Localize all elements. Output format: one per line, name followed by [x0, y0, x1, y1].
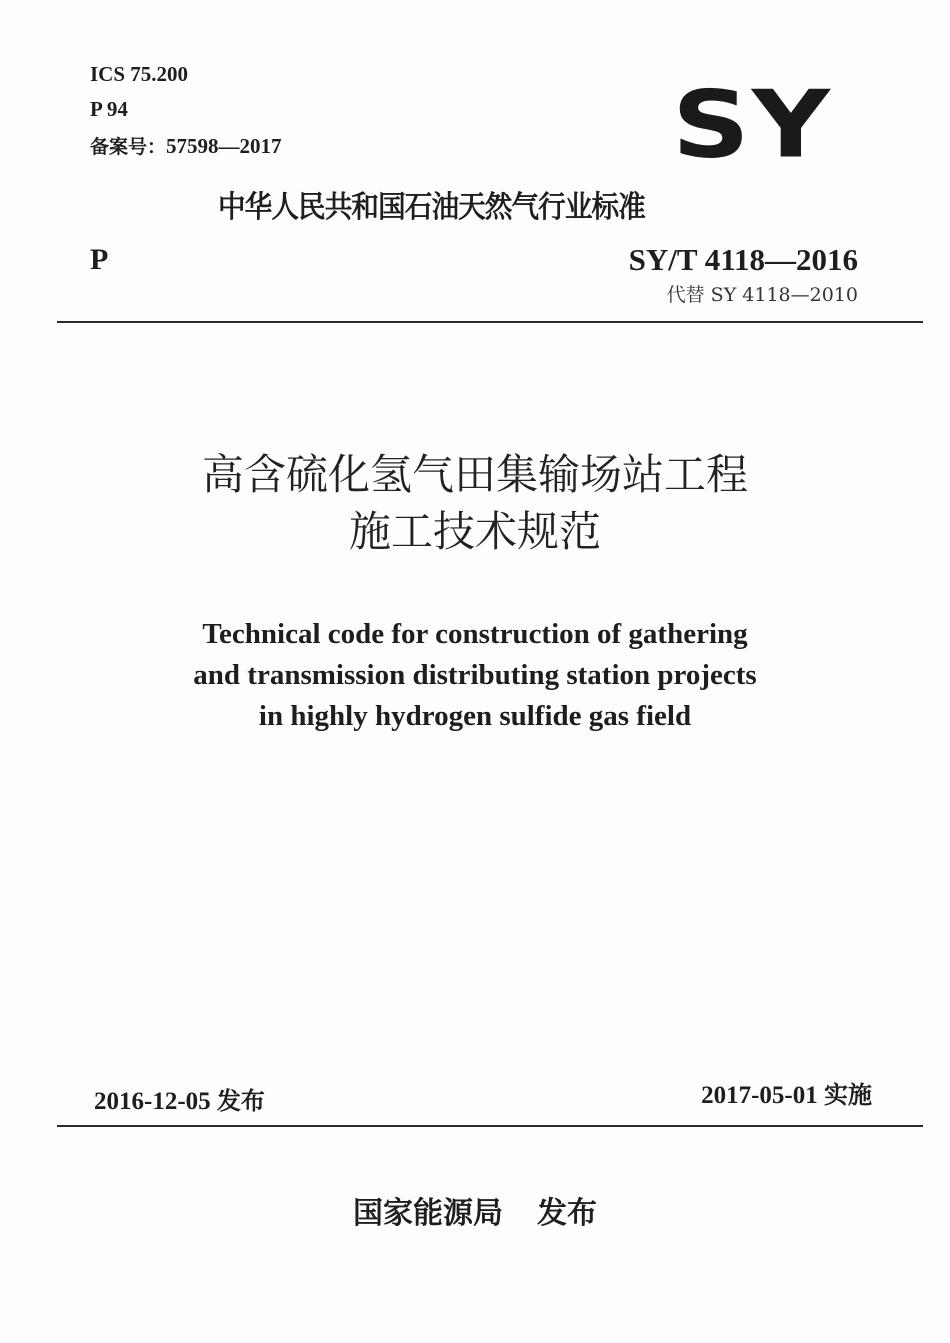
standard-number: SY/T 4118—2016 — [628, 242, 858, 277]
issue-date-value: 2016-12-05 — [94, 1088, 211, 1115]
record-label: 备案号： — [90, 136, 167, 158]
english-title-line-3: in highly hydrogen sulfide gas field — [258, 700, 692, 732]
ics-code: ICS 75.200 — [90, 62, 189, 86]
category-letter: P — [90, 243, 109, 276]
publisher — [0, 1192, 950, 1236]
top-divider — [57, 321, 923, 323]
publisher-name: 国家能源局 — [353, 1196, 503, 1231]
implementation-date — [701, 1078, 872, 1113]
issue-date-label: 发布 — [216, 1087, 265, 1115]
record-value: 57598—2017 — [166, 134, 282, 158]
implementation-date-value: 2017-05-01 — [701, 1082, 818, 1109]
standard-type: 中华人民共和国石油天然气行业标准 — [218, 190, 645, 225]
ccs-code: P 94 — [90, 97, 128, 121]
replaces-standard: 代替 SY 4118—2010 — [666, 284, 858, 306]
sy-logo: SY — [672, 71, 832, 179]
publisher-action: 发布 — [537, 1196, 597, 1231]
chinese-title-line-1: 高含硫化氢气田集输场站工程 — [201, 450, 748, 499]
bottom-divider — [57, 1125, 923, 1127]
english-title-line-2: and transmission distributing station projects — [193, 659, 757, 691]
chinese-title-line-2: 施工技术规范 — [348, 507, 601, 556]
english-title-line-1: Technical code for construction of gathering — [202, 618, 748, 650]
record-number — [90, 134, 282, 159]
implementation-date-label: 实施 — [824, 1081, 872, 1109]
issue-date — [94, 1084, 265, 1119]
